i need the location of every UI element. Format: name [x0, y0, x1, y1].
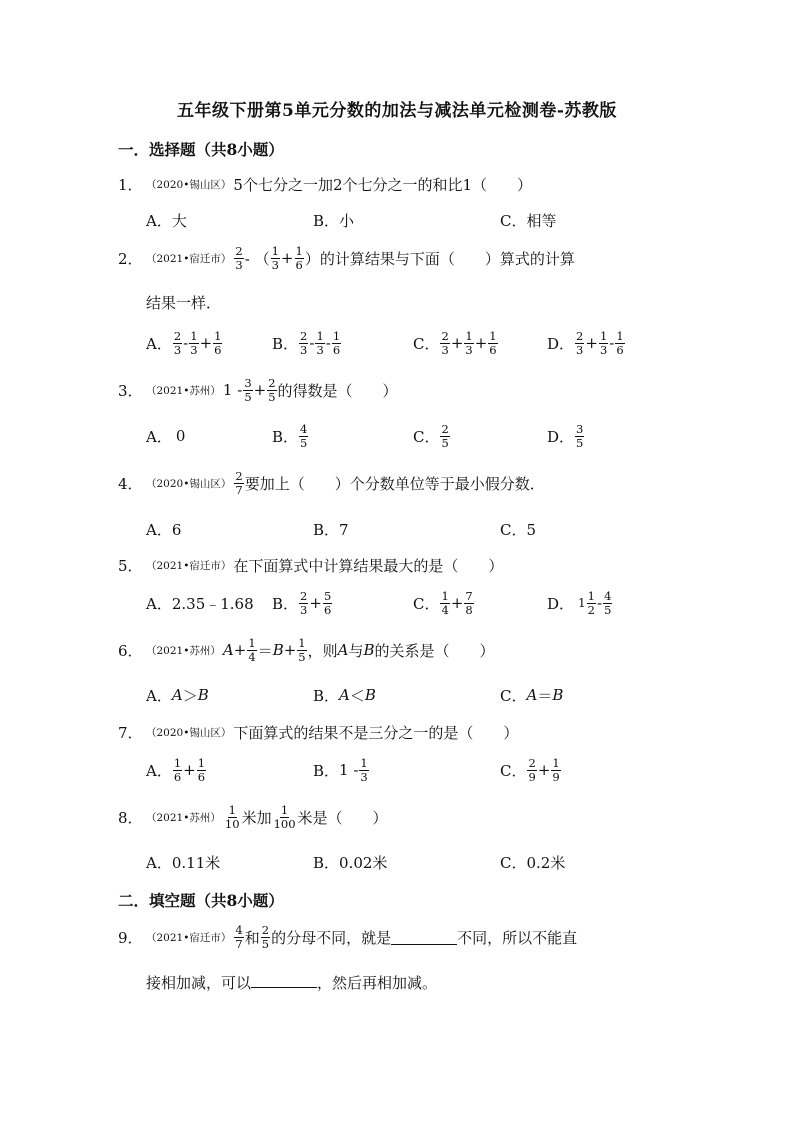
question-source: （2021•宿迁市） [146, 559, 232, 572]
section-fill-heading: 二．填空题（共8小题） [118, 891, 284, 910]
section-choice-heading: 一．选择题（共8小题） [118, 140, 284, 159]
fraction: $\frac{2}{3}$ [235, 244, 243, 272]
option-c: C．5 [500, 520, 537, 539]
fraction: $\frac{1}{5}$ [298, 636, 306, 664]
fraction: $\frac{4}{7}$ [235, 923, 243, 951]
question-number: 4． [118, 474, 143, 493]
question-4: 4． （2020•锡山区） $\frac{2}{7}$ 要加上（ ）个分数单位等于最小假分数． [118, 469, 545, 497]
option-b: B． $\frac{2}{3}$ - $\frac{1}{3}$ - $\frac{1}{6}$ [272, 329, 341, 357]
option-a: A．大 [146, 211, 187, 230]
question-source: （2020•锡山区） [146, 726, 232, 739]
question-number: 1． [118, 175, 143, 194]
option-b: B．0.02米 [313, 853, 388, 872]
fraction: $\frac{1}{100}$ [273, 803, 296, 831]
fraction: $\frac{1}{4}$ [248, 636, 256, 664]
option-c: C． $\frac{1}{4}$ + $\frac{7}{8}$ [413, 589, 473, 617]
question-8: 8． （2021•苏州） $\frac{1}{10}$ 米加 $\frac{1}{100}$ 米是（ ） [118, 803, 388, 831]
question-number: 5． [118, 556, 143, 575]
question-source: （2021•苏州） [146, 811, 221, 824]
option-c: C． $\frac{2}{9}$ + $\frac{1}{9}$ [500, 756, 560, 784]
option-b: B． $\frac{2}{3}$ + $\frac{5}{6}$ [272, 589, 332, 617]
option-d: D． 1 $\frac{1}{2}$ - $\frac{4}{5}$ [547, 589, 612, 617]
fraction: $\frac{2}{5}$ [261, 923, 270, 951]
question-source: （2020•锡山区） [146, 477, 232, 490]
question-6: 6． （2021•苏州） A + $\frac{1}{4}$ ＝ B + $\frac{1}{5}$ ，则 A 与 B 的关系是（ ） [118, 636, 495, 664]
question-2-continued: 结果一样． [146, 294, 222, 312]
question-number: 3． [118, 381, 143, 400]
option-a: A．0.11米 [146, 853, 221, 872]
option-a: A． 0 [146, 427, 186, 446]
question-9-continued: 接相加减，可以 ，然后再相加减。 [146, 974, 438, 992]
option-b: B．7 [313, 520, 349, 539]
fraction: $\frac{2}{7}$ [235, 469, 243, 497]
option-a: A． $\frac{1}{6}$ + $\frac{1}{6}$ [146, 756, 206, 784]
question-source: （2021•宿迁市） [146, 252, 232, 265]
option-d: D． $\frac{2}{3}$ + $\frac{1}{3}$ - $\frac{1}{6}$ [547, 329, 624, 357]
answer-blank[interactable] [251, 973, 317, 988]
question-number: 6． [118, 641, 143, 660]
question-3: 3． （2021•苏州） 1 - $\frac{3}{5}$ + $\frac{2}{5}$ 的得数是（ ） [118, 376, 398, 404]
option-c: C．0.2米 [500, 853, 566, 872]
question-1 [118, 166, 532, 202]
fraction: $\frac{2}{5}$ [268, 376, 276, 404]
question-9: 9． （2021•宿迁市） $\frac{4}{7}$ 和 $\frac{2}{5}$ 的分母不同，就是 不同，所以不能直 [118, 923, 578, 951]
question-text: 下面算式的结果不是三分之一的是（ ） [233, 723, 519, 742]
option-a: A． A ＞ B [146, 686, 209, 705]
question-text: 5个七分之一加2个七分之一的和比1（ ） [233, 175, 533, 194]
option-a: A．6 [146, 520, 182, 539]
question-2: 2． （2021•宿迁市） $\frac{2}{3}$ - （ $\frac{1}{3}$ + $\frac{1}{6}$ ）的计算结果与下面（ ）算式的计算 [118, 244, 575, 272]
fraction: $\frac{1}{10}$ [224, 803, 240, 831]
option-c: C． A ＝ B [500, 686, 564, 705]
question-source: （2020•锡山区） [146, 178, 232, 191]
option-b: B． 1 - $\frac{1}{3}$ [313, 756, 368, 784]
worksheet-title: 五年级下册第5单元分数的加法与减法单元检测卷-苏教版 [177, 101, 617, 121]
question-number: 9． [118, 928, 143, 947]
option-b: B．小 [313, 211, 355, 230]
question-text: 在下面算式中计算结果最大的是（ ） [233, 556, 504, 575]
option-c: C． $\frac{2}{5}$ [413, 422, 449, 450]
question-number: 2． [118, 249, 143, 268]
option-c: C． $\frac{2}{3}$ + $\frac{1}{3}$ + $\frac{1}{6}$ [413, 329, 497, 357]
option-a: A． 2.35﹣1.68 [146, 594, 254, 613]
question-number: 7． [118, 723, 143, 742]
question-source: （2021•苏州） [146, 384, 221, 397]
option-d: D． $\frac{3}{5}$ [547, 422, 584, 450]
answer-blank[interactable] [391, 930, 457, 945]
fraction: $\frac{1}{3}$ [271, 244, 279, 272]
question-number: 8． [118, 808, 143, 827]
question-5 [118, 547, 503, 583]
question-source: （2021•宿迁市） [146, 931, 232, 944]
question-source: （2021•苏州） [146, 644, 221, 657]
option-a: A． $\frac{2}{3}$ - $\frac{1}{3}$ + $\frac{1}{6}$ [146, 329, 222, 357]
option-b: B． A ＜ B [313, 686, 376, 705]
fraction: $\frac{3}{5}$ [244, 376, 252, 404]
option-b: B． $\frac{4}{5}$ [272, 422, 308, 450]
question-7 [118, 714, 518, 750]
option-c: C．相等 [500, 211, 557, 230]
fraction: $\frac{1}{6}$ [295, 244, 303, 272]
